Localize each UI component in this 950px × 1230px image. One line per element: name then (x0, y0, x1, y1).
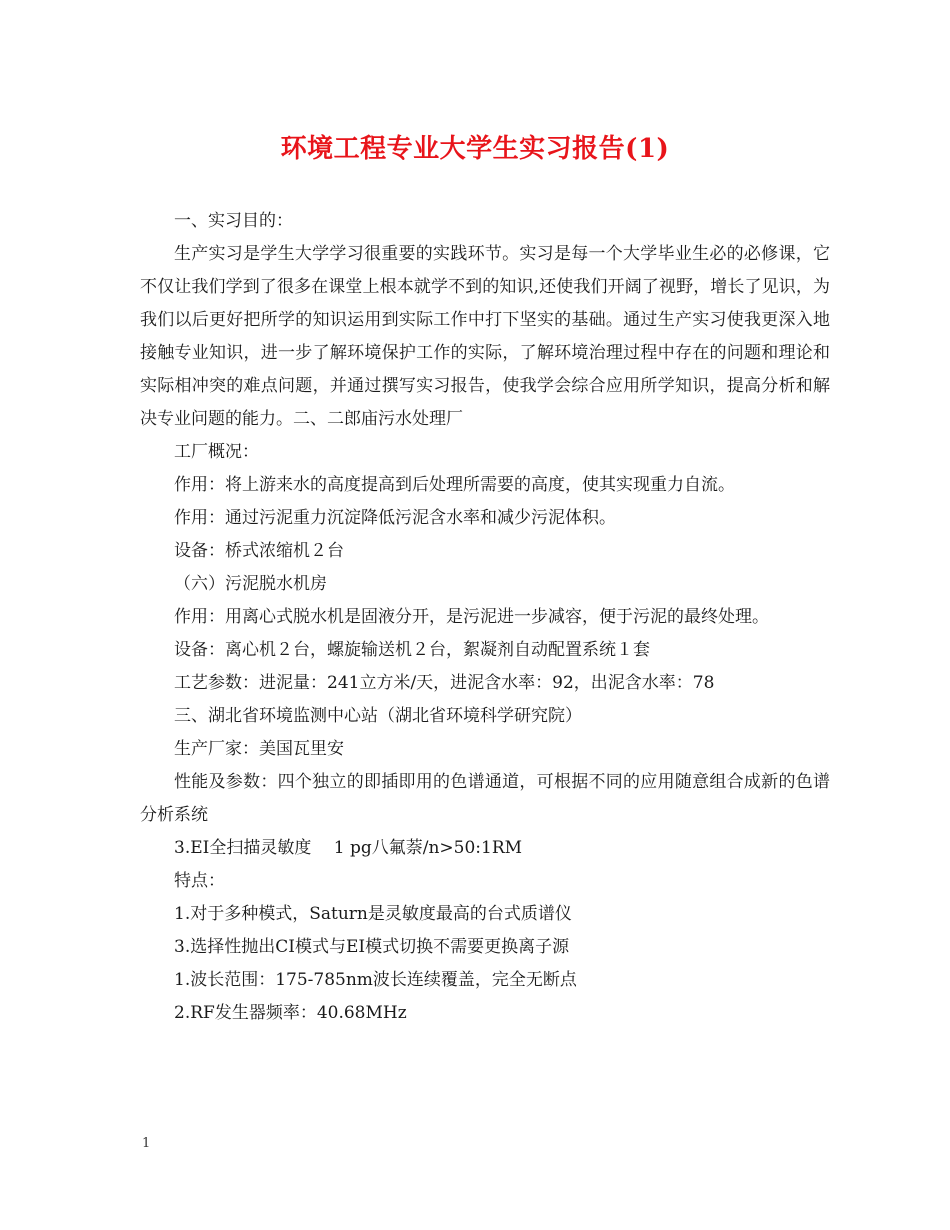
paragraph-process-parameters: 工艺参数：进泥量：241立方米/天，进泥含水率：92，出泥含水率：78 (174, 673, 715, 693)
paragraph-performance: 性能及参数：四个独立的即插即用的色谱通道，可根据不同的应用随意组合成新的色谱分析系统 (140, 772, 830, 825)
paragraph-function-centrifuge: 作用：用离心式脱水机是固液分开，是污泥进一步减容，便于污泥的最终处理。 (174, 607, 769, 627)
document-title: 环境工程专业大学生实习报告(1) (280, 134, 670, 164)
paragraph-ei-sensitivity: 3.EI全扫描灵敏度 1 pg八氟萘/n>50:1RM (174, 838, 523, 858)
paragraph-rf-frequency: 2.RF发生器频率：40.68MHz (174, 1003, 407, 1023)
section-heading-monitoring-station: 三、湖北省环境监测中心站（湖北省环境科学研究院） (174, 706, 582, 726)
page-number: 1 (142, 1136, 151, 1151)
paragraph-manufacturer: 生产厂家：美国瓦里安 (174, 739, 344, 759)
paragraph-feature-saturn: 1.对于多种模式，Saturn是灵敏度最高的台式质谱仪 (174, 904, 572, 924)
document-body (140, 205, 830, 1030)
paragraph-features-heading: 特点： (174, 871, 225, 891)
paragraph-equipment-thickener: 设备：桥式浓缩机２台 (174, 541, 344, 561)
paragraph-equipment-centrifuge: 设备：离心机２台，螺旋输送机２台，絮凝剂自动配置系统１套 (174, 640, 650, 660)
paragraph-purpose-body: 生产实习是学生大学学习很重要的实践环节。实习是每一个大学毕业生必的必修课，它不仅让我们学到了很多在课堂上根本就学不到的知识,还使我们开阔了视野，增长了见识，为我们以后更好把所学的知识运用到实际工作中打下坚实的基础。通过生产实习使我更深入地接触专业知识，进一步了解环境保护工作的实际，了解环境治理过程中存在的问题和理论和实际相冲突的难点问题，并通过撰写实习报告，使我学会综合应用所学知识，提高分析和解决专业问题的能力。二、二郎庙污水处理厂 (140, 244, 830, 429)
paragraph-wavelength-range: 1.波长范围：175-785nm波长连续覆盖，完全无断点 (174, 970, 577, 990)
paragraph-function-thickening: 作用：通过污泥重力沉淀降低污泥含水率和减少污泥体积。 (174, 508, 616, 528)
section-heading-dewatering-room: （六）污泥脱水机房 (174, 574, 327, 594)
paragraph-feature-ci-ei: 3.选择性抛出CI模式与EI模式切换不需要更换离子源 (174, 937, 570, 957)
paragraph-factory-overview: 工厂概况： (174, 442, 259, 462)
section-heading-purpose: 一、实习目的： (174, 211, 293, 231)
paragraph-function-lift: 作用：将上游来水的高度提高到后处理所需要的高度，使其实现重力自流。 (174, 475, 735, 495)
